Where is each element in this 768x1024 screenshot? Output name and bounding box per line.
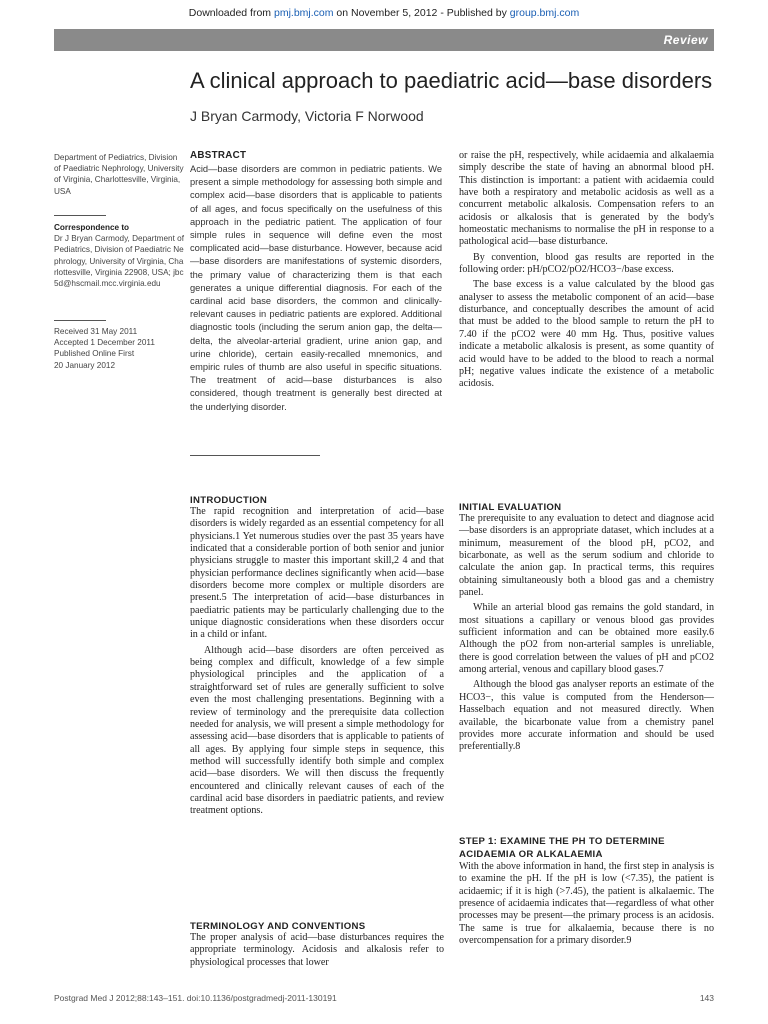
terminology-continued [459,150,714,391]
initial-evaluation-section [459,502,714,754]
terminology-paragraph: or raise the pH, respectively, while acidaemia and alkalaemia simply describe the state of having an abnormal blood pH. This distinction is important: a patient with acidaemia could have both a respiratory and metabolic acidosis as well as a concurrent metabolic alkalosis. Compensation refers to an acidosis or alkalosis that is generated by the body's homeostatic mechanisms to normalise the pH in response to a pathological acid—base disturbance. [459,150,714,248]
initial-evaluation-paragraph: The prerequisite to any evaluation to detect and diagnose acid—base disorders is an appropriate dataset, which includes at a minimum, measurement of the blood pH, pCO2, and bicarbonate, as well as the serum sodium and chloride to calculate the anion gap. In practical terms, this requires obtaining simultaneously both a blood gas and a chemistry panel. [459,513,714,599]
published-label: Published Online First [54,349,135,359]
download-notice: Downloaded from pmj.bmj.com on November 5, 2012 - Published by group.bmj.com [188,7,580,19]
initial-evaluation-heading: INITIAL EVALUATION [459,502,562,513]
correspondence-text: Dr J Bryan Carmody, Department of Pediatrics, Division of Paediatric Nephrology, University of Virginia, Charlottesville, Virginia 22908, USA; jbc5d@hscmail.mcc.virginia.edu [54,234,184,289]
article-dates [54,326,186,371]
published-date: 20 January 2012 [54,360,115,370]
abstract-heading: ABSTRACT [190,150,247,161]
dates-rule [54,320,106,321]
abstract-text: Acid—base disorders are common in pediatric patients. We present a simple methodology for assessing both simple and complex acid—base disorders that is applicable to patients of all ages, and focus specifically on the usefulness of this approach in the pediatric patient. The application of four simple rules in sequence will define even the most complicated acid—base disturbance. However, because acid—base disorders are manifestations of systemic disorders, the primary value of characterizing them is that each generates a unique differential diagnosis. For each of the cardinal acid base disorders, the common and clinically-relevant causes in pediatric patients are explored. Additional diagnostic tools (including the serum anion gap, the delta—delta, the alveolar-arterial gradient, urine anion gap, and urine chloride), certain easily-recalled mnemonics, and empiric rules of thumb are also useful in specific situations. The treatment of acid—base disturbances is also considered, though treatment is generally best directed at the underlying disorder. [190,164,442,412]
step1-section [459,835,714,947]
step1-paragraph: With the above information in hand, the first step in analysis is to examine the pH. If the pH is low (<7.35), the patient is acidaemic; if it is high (>7.45), the patient is alkalaemic. The presence of acidaemia indicates that—regardless of what other processes may be present—the primary process is an acidosis. The same is true for alkalaemia, because there is no overcompensation for a primary disorder.9 [459,861,714,947]
abstract [190,150,442,414]
introduction-section [190,495,444,818]
accepted-date: Accepted 1 December 2011 [54,338,155,348]
terminology-section [190,921,444,969]
introduction-heading: INTRODUCTION [190,495,268,506]
page-number: 143 [699,993,714,1003]
terminology-paragraph: By convention, blood gas results are reported in the following order: pH/pCO2/pO2/HCO3−/base excess. [459,251,714,276]
terminology-heading: TERMINOLOGY AND CONVENTIONS [190,921,366,932]
affiliation: Department of Pediatrics, Division of Paediatric Nephrology, University of Virginia, Charlottesville, Virginia, USA [54,153,184,196]
introduction-paragraph: Although acid—base disorders are often perceived as being complex and difficult, knowledge of a few simple physiological principles and the application of a straightforward set of rules are generally sufficient to solve even the most challenging presentations. Beginning with a review of terminology and the prerequisite data collection needed for analysis, we will present a simple methodology for assessing acid—base disorders that is applicable to patients of all ages. By applying four simple steps in sequence, this method will successfully identify both simple and complex acid—base disorders. We will then discuss the frequently encountered and clinically relevant causes of each of the cardinal acid base disorders in paediatric patients, and review treatment options. [190,644,444,817]
article-authors: J Bryan Carmody, Victoria F Norwood [190,108,424,124]
initial-evaluation-paragraph: While an arterial blood gas remains the gold standard, in most situations a capillary or venous blood gas provides sufficient information and can be obtained more easily.6 Although the pO2 from non-arterial samples is unreliable, there is good correlation between the values of pH and pCO2 among arterial, venous and capillary blood gases.7 [459,602,714,676]
article-title: A clinical approach to paediatric acid—base disorders [190,68,713,93]
section-banner [54,29,714,51]
received-date: Received 31 May 2011 [54,327,138,336]
introduction-paragraph: The rapid recognition and interpretation of acid—base disorders is widely regarded as an essential competency for all physicians.1 Yet numerous studies over the past 35 years have indicated that a considerable portion of both senior and junior physicians struggle to master this important skill,2 4 and that physician performance declines significantly when acid—base disorders become more complex or multiple disorders are present.5 The interpretation of acid—base disturbances in paediatric patients may be particularly challenging due to the unique diagnostic considerations when these disorders occur in a child or infant. [190,506,444,641]
affiliation-rule [54,215,106,216]
footer-citation: Postgrad Med J 2012;88:143–151. doi:10.1136/postgradmedj-2011-130191 [54,993,337,1003]
terminology-paragraph: The proper analysis of acid—base disturbances requires the appropriate terminology. Acidosis and alkalosis refer to physiological processes that lower [190,932,444,968]
step1-heading: STEP 1: EXAMINE THE PH TO DETERMINE ACIDAEMIA OR ALKALAEMIA [459,836,665,860]
terminology-paragraph: The base excess is a value calculated by the blood gas analyser to assess the metabolic component of an acid—base disturbance, and conceptually describes the amount of acid that must be added to the blood sample to return the pH to 7.40 if the pCO2 were 40 mm Hg. Thus, positive values indicate a metabolic alkalosis is present, as some quantity of acid would have to be added to the blood to reach a normal pH; negative values indicate the existence of a metabolic acidosis. [459,279,714,390]
correspondence [54,222,186,289]
abstract-rule [190,455,320,456]
initial-evaluation-paragraph: Although the blood gas analyser reports an estimate of the HCO3−, this value is computed from the Henderson—Hasselbach equation and not measured directly. When available, the bicarbonate value from a chemistry panel provides more accurate information and should be used preferentially.8 [459,679,714,753]
site-link[interactable]: pmj.bmj.com [273,7,334,19]
correspondence-heading: Correspondence to [54,223,130,232]
section-label: Review [663,33,708,47]
publisher-link[interactable]: group.bmj.com [509,7,580,19]
